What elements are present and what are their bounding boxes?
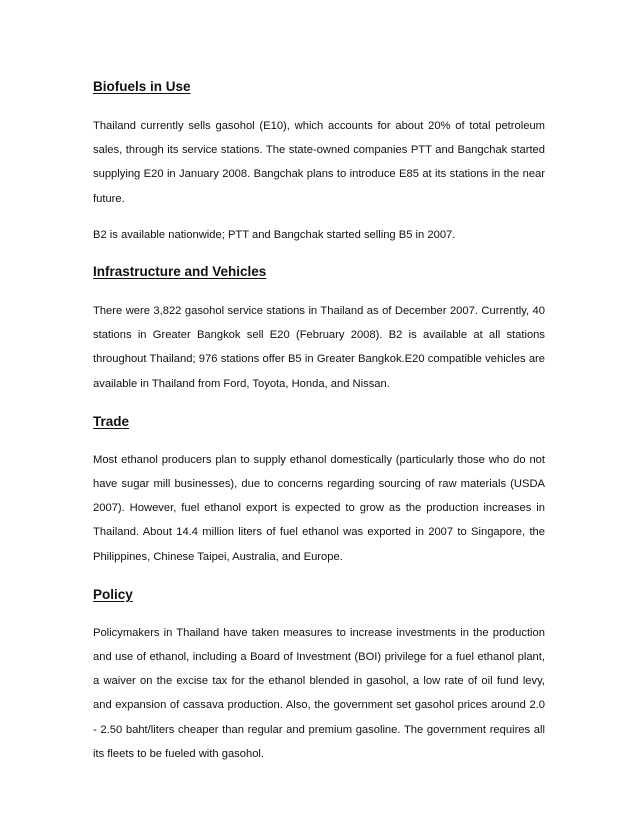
paragraph: Policymakers in Thailand have taken measures to increase investments in the production and use of ethanol, including a Board of Investment (BOI) privilege for a fuel ethanol plant, a waiver on the excise tax for the ethanol blended in gasohol, a low rate of oil fund levy, and expansion of cassava production. Also, the government set gasohol prices around 2.0 - 2.50 baht/liters cheaper than regular and premium gasoline. The government requires all its fleets to be fueled with gasohol. bbox=[93, 626, 545, 760]
section-heading-infrastructure-and-vehicles: Infrastructure and Vehicles bbox=[93, 264, 267, 280]
paragraph: Most ethanol producers plan to supply ethanol domestically (particularly those who do not have sugar mill businesses), due to concerns regarding sourcing of raw materials (USDA 2007). However, fuel ethanol export is expected to grow as the production increases in Thailand. About 14.4 million liters of fuel ethanol was exported in 2007 to Singapore, the Philippines, Chinese Taipei, Australia, and Europe. bbox=[93, 453, 545, 563]
section-heading-policy: Policy bbox=[93, 586, 133, 602]
document-page bbox=[93, 72, 545, 766]
paragraph: There were 3,822 gasohol service stations in Thailand as of December 2007. Currently, 40 stations in Greater Bangkok sell E20 (February 2008). B2 is available at all stations throughout Thailand; 976 stations offer B5 in Greater Bangkok.E20 compatible vehicles are available in Thailand from Ford, Toyota, Honda, and Nissan. bbox=[93, 305, 545, 390]
paragraph: Thailand currently sells gasohol (E10), which accounts for about 20% of total petroleum sales, through its service stations. The state-owned companies PTT and Bangchak started supplying E20 in January 2008. Bangchak plans to introduce E85 at its stations in the near future. bbox=[93, 120, 545, 205]
paragraph: B2 is available nationwide; PTT and Bangchak started selling B5 in 2007. bbox=[93, 228, 456, 241]
section-heading-biofuels-in-use: Biofuels in Use bbox=[93, 79, 191, 94]
section-heading-trade: Trade bbox=[93, 413, 130, 429]
